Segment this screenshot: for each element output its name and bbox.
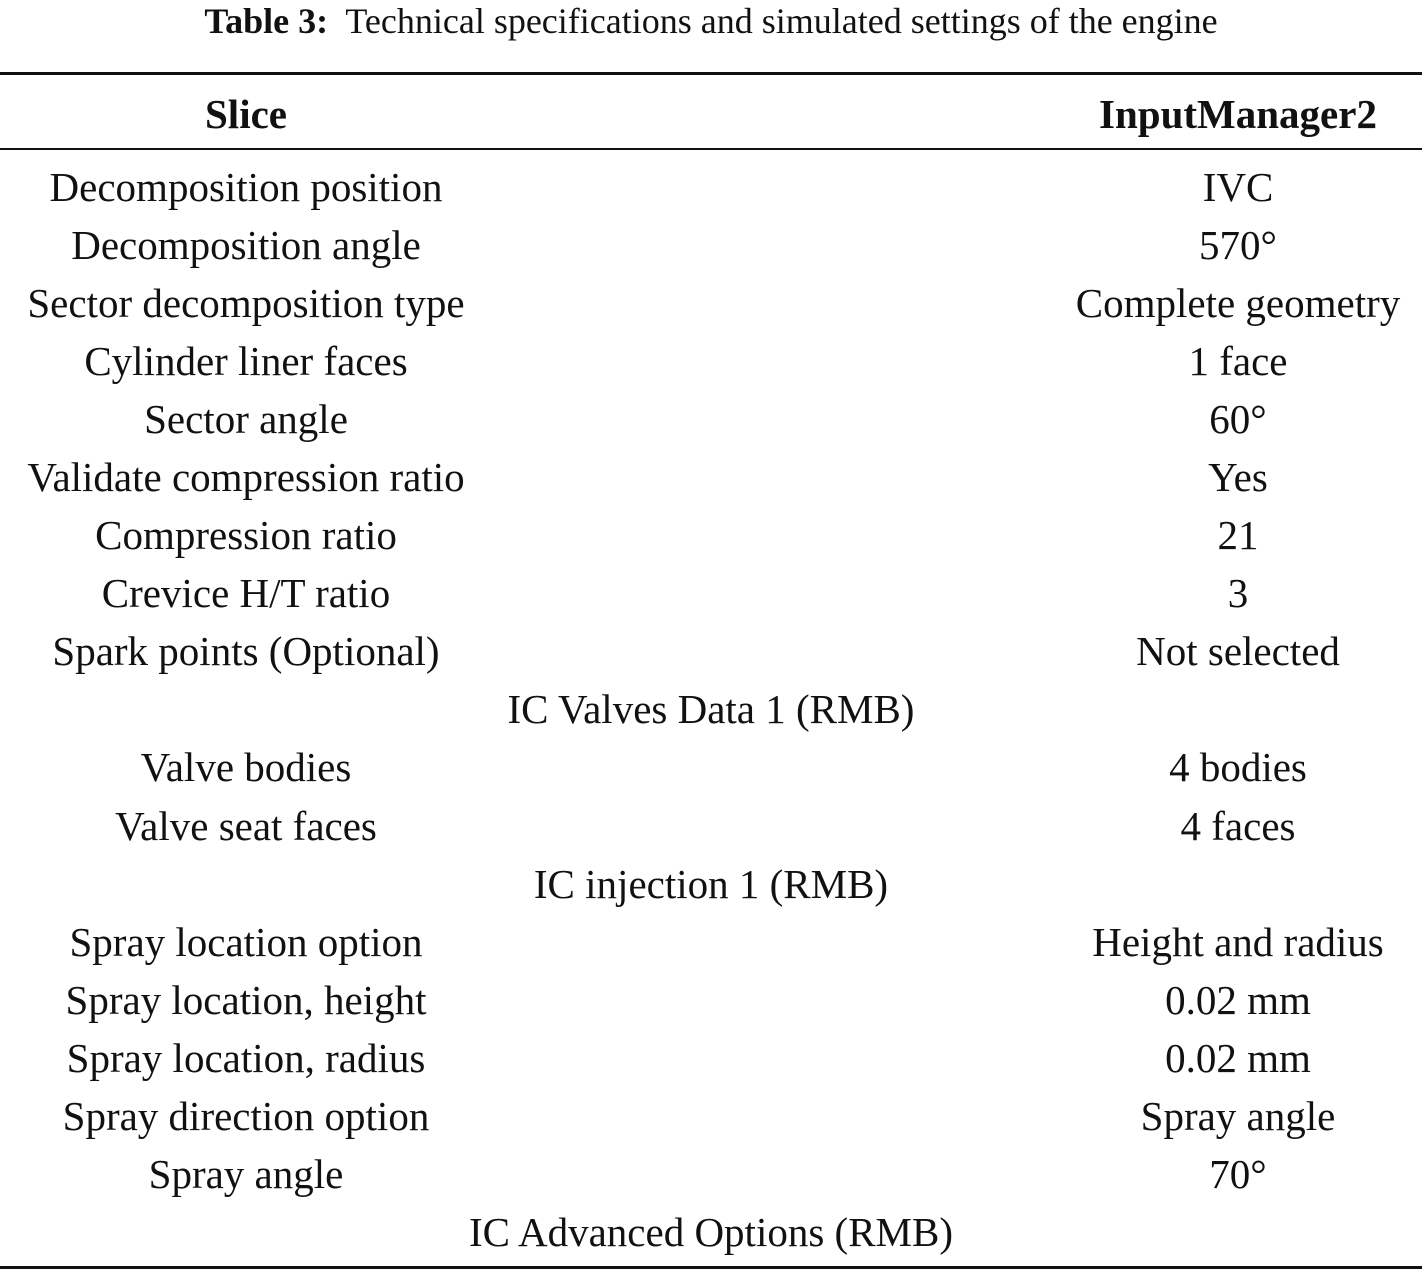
- section-label: IC Valves Data 1 (RMB): [507, 686, 915, 733]
- table-row: [0, 1146, 1422, 1204]
- table-row: [0, 1030, 1422, 1088]
- table-bottom-rule: [0, 1266, 1422, 1269]
- parameter-value: 3: [1227, 570, 1249, 617]
- parameter-value: 60°: [1209, 396, 1267, 443]
- parameter-name: Cylinder liner faces: [84, 338, 408, 385]
- parameter-name: Valve seat faces: [115, 802, 377, 849]
- section-label: IC Advanced Options (RMB): [469, 1208, 953, 1255]
- parameter-value: Complete geometry: [1075, 280, 1401, 327]
- parameter-name: Valve bodies: [140, 744, 352, 791]
- table-row: [0, 565, 1422, 623]
- table-row: [0, 1088, 1422, 1146]
- parameter-value: 4 bodies: [1169, 744, 1307, 791]
- table-row: [0, 914, 1422, 972]
- table-section-row: [0, 1204, 1422, 1262]
- table-row: [0, 217, 1422, 275]
- parameter-value: 4 faces: [1180, 802, 1296, 849]
- parameter-value: 0.02 mm: [1165, 976, 1311, 1023]
- table-row: [0, 739, 1422, 797]
- parameter-value: 570°: [1199, 222, 1277, 269]
- parameter-name: Spray location, height: [65, 976, 427, 1023]
- header-slice: Slice: [205, 91, 287, 137]
- parameter-value: Not selected: [1136, 628, 1340, 675]
- table-section-row: [0, 856, 1422, 914]
- parameter-name: Crevice H/T ratio: [101, 570, 391, 617]
- table-row: [0, 507, 1422, 565]
- parameter-name: Spark points (Optional): [52, 628, 440, 675]
- parameter-value: Height and radius: [1092, 918, 1384, 965]
- parameter-value: Spray angle: [1140, 1092, 1336, 1139]
- table-row: [0, 159, 1422, 217]
- table-header-row: [0, 86, 1422, 144]
- parameter-value: 0.02 mm: [1165, 1034, 1311, 1081]
- parameter-name: Sector decomposition type: [27, 280, 465, 327]
- section-label: IC injection 1 (RMB): [533, 860, 889, 907]
- parameter-value: IVC: [1202, 164, 1274, 210]
- parameter-value: Yes: [1208, 454, 1268, 501]
- header-input-manager: InputManager2: [1099, 91, 1377, 137]
- parameter-name: Compression ratio: [95, 512, 397, 559]
- parameter-name: Sector angle: [144, 396, 348, 443]
- table-row: [0, 972, 1422, 1030]
- table-header-rule: [0, 148, 1422, 150]
- table-caption-label: Table 3:: [204, 1, 329, 41]
- parameter-name: Validate compression ratio: [27, 454, 465, 501]
- parameter-name: Decomposition angle: [71, 222, 421, 269]
- parameter-value: 70°: [1209, 1150, 1267, 1197]
- table-row: [0, 623, 1422, 681]
- table-body: [0, 159, 1422, 1262]
- table-top-rule: [0, 72, 1422, 75]
- table-caption: [0, 0, 1422, 44]
- parameter-name: Decomposition position: [49, 164, 443, 210]
- parameter-name: Spray direction option: [62, 1092, 430, 1139]
- parameter-name: Spray location option: [69, 918, 423, 965]
- table-section-row: [0, 681, 1422, 739]
- table-caption-text: Technical specifications and simulated settings of the engine: [345, 1, 1218, 41]
- table-row: [0, 333, 1422, 391]
- table-row: [0, 449, 1422, 507]
- table-row: [0, 391, 1422, 449]
- parameter-value: 1 face: [1188, 338, 1288, 385]
- table-row: [0, 275, 1422, 333]
- parameter-value: 21: [1217, 512, 1259, 559]
- table-row: [0, 798, 1422, 856]
- parameter-name: Spray location, radius: [66, 1034, 426, 1081]
- parameter-name: Spray angle: [148, 1150, 344, 1197]
